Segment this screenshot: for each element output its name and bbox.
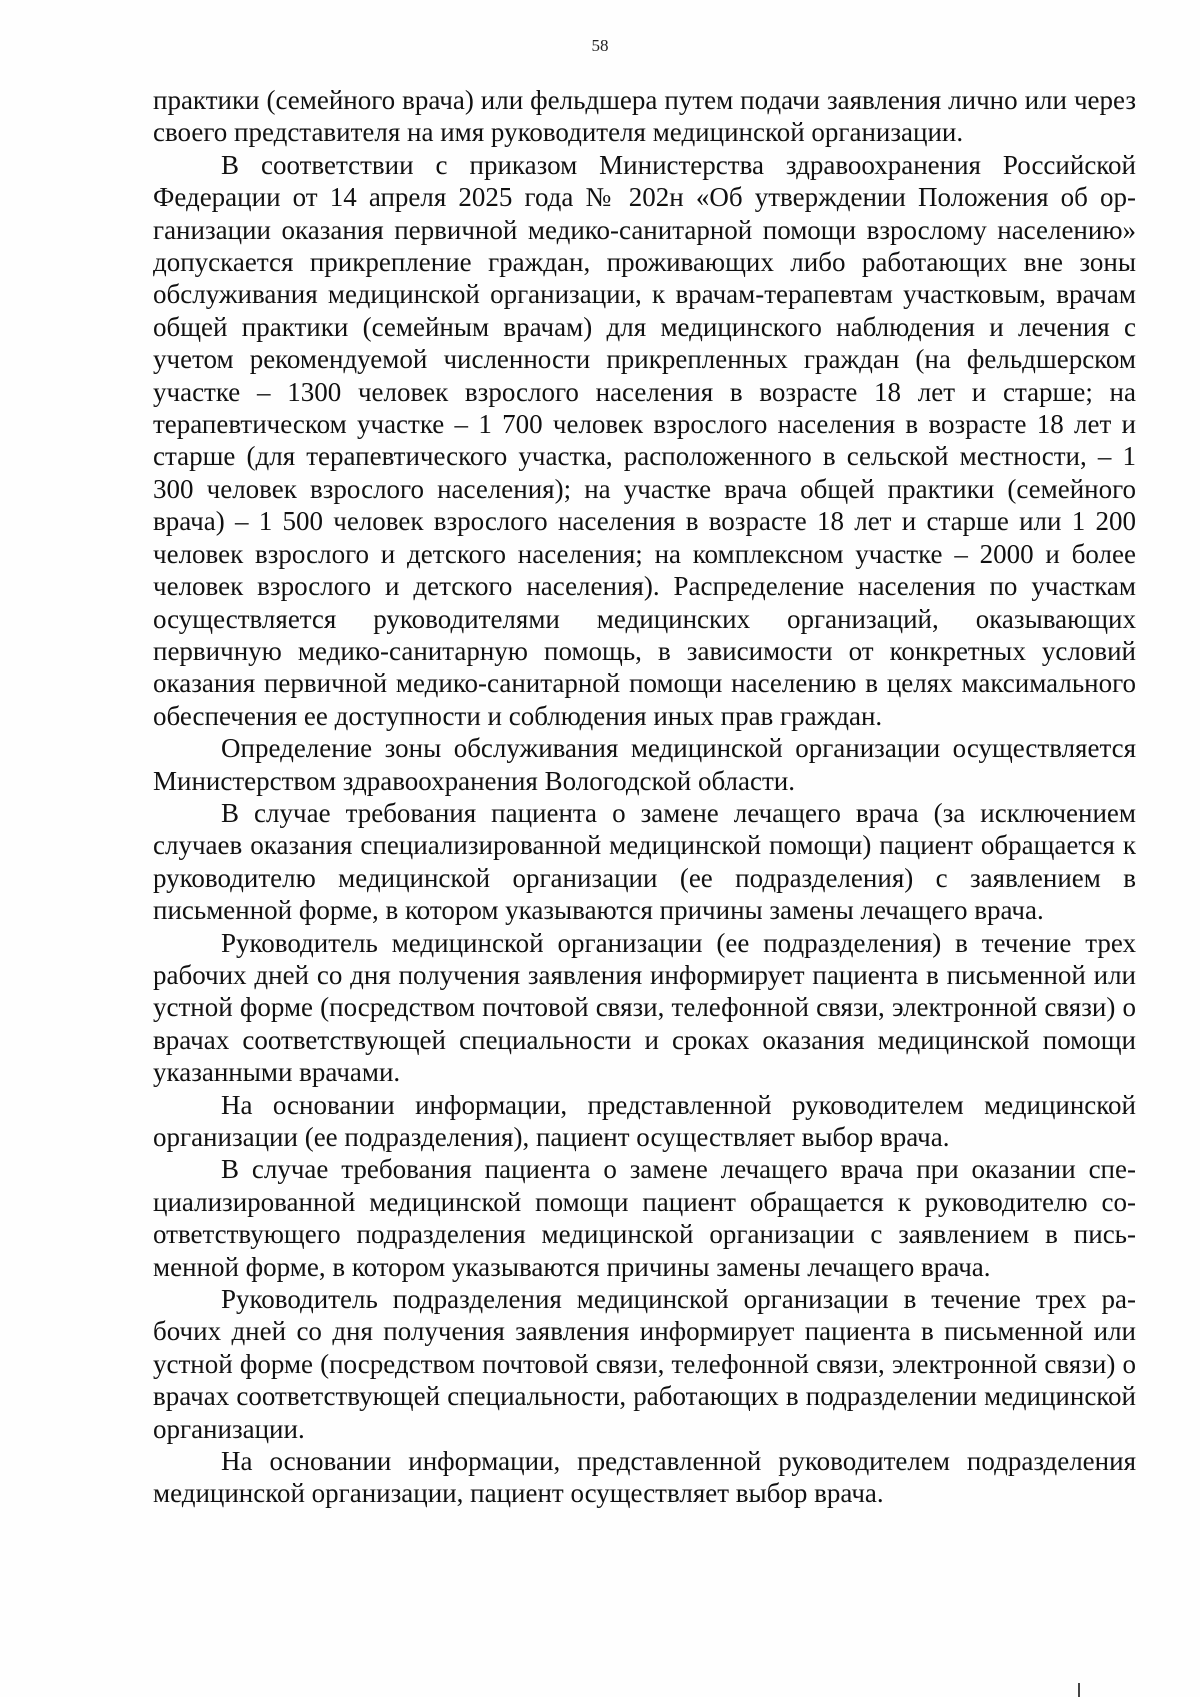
paragraph: На основании информации, представленной руководителем медицинской организации (ее подразделения), пациент осуществляет выбор врача. xyxy=(153,1089,1136,1152)
paragraph: В случае требования пациента о замене лечащего врача (за исключением случаев оказания специализированной медицинской помощи) пациент обращается к руководителю медицинской организации (ее подразделения) с заявлением в письменной форме, в котором указываются причины замены лечащего врача. xyxy=(153,797,1136,926)
paragraph-continuation: практики (семейного врача) или фельдшера путем подачи заявления лично или через своего представителя на имя руководителя медицинской организации. xyxy=(153,85,1136,148)
paragraph: В соответствии с приказом Министерства здравоохранения Российской Федерации от 14 апреля 2025 года № 202н «Об утверждении Положения об организации оказания первичной медико-санитарной помощи взрослому населению» допускается прикрепление граждан, проживающих либо работающих вне зоны обслуживания медицинской организации, к врачам-терапевтам участковым, врачам общей практики (семейным врачам) для медицинского наблюдения и лечения с учетом рекомендуемой численности прикрепленных граждан (на фельдшерском участке – 1300 человек взрослого населения в возрасте 18 лет и старше; на терапевтическом участке – 1 700 человек взрослого населения в возрасте 18 лет и старше (для терапевтического участка, расположенного в сельской местности, – 1 300 человек взрослого населения); на участке врача общей практики (семейного врача) – 1 500 человек взрослого населения в возрасте 18 лет и старше или 1 200 человек взрослого и детского населения; на комплексном участке – 2000 и более человек взрослого и детского населения). Распределение населения по участкам осуществляется руководителями медицинских организаций, оказывающих первичную медико-санитарную помощь, в зависимости от конкретных условий оказания первичной медико-санитарной помощи населению в целях максимального обеспечения ее доступности и соблюдения иных прав граждан. xyxy=(153,149,1136,731)
paragraph: На основании информации, представленной руководителем подразделения медицинской организации, пациент осуществляет выбор врача. xyxy=(153,1446,1136,1509)
scan-edge-mark xyxy=(1078,1683,1080,1697)
document-body xyxy=(153,84,1136,1510)
paragraph: В случае требования пациента о замене лечащего врача при оказании специализированной медицинской помощи пациент обращается к руководителю соответствующего подразделения медицинской организации с заявлением в письменной форме, в котором указываются причины замены лечащего врача. xyxy=(153,1154,1136,1282)
paragraph: Руководитель медицинской организации (ее подразделения) в течение трех рабочих дней со дня получения заявления информирует пациента в письменной или устной форме (посредством почтовой связи, телефонной связи, электронной связи) о врачах соответствующей специальности и сроках оказания медицинской помощи указанными врачами. xyxy=(153,927,1136,1088)
paragraph: Руководитель подразделения медицинской организации в течение трех рабочих дней со дня получения заявления информирует пациента в письменной или устной форме (посредством почтовой связи, телефонной связи, электронной связи) о врачах соответствующей специальности, работающих в подразделении медицинской организации. xyxy=(153,1284,1136,1444)
paragraph: Определение зоны обслуживания медицинской организации осуществляется Министерством здравоохранения Вологодской области. xyxy=(153,733,1136,796)
page-number: 58 xyxy=(591,36,609,55)
